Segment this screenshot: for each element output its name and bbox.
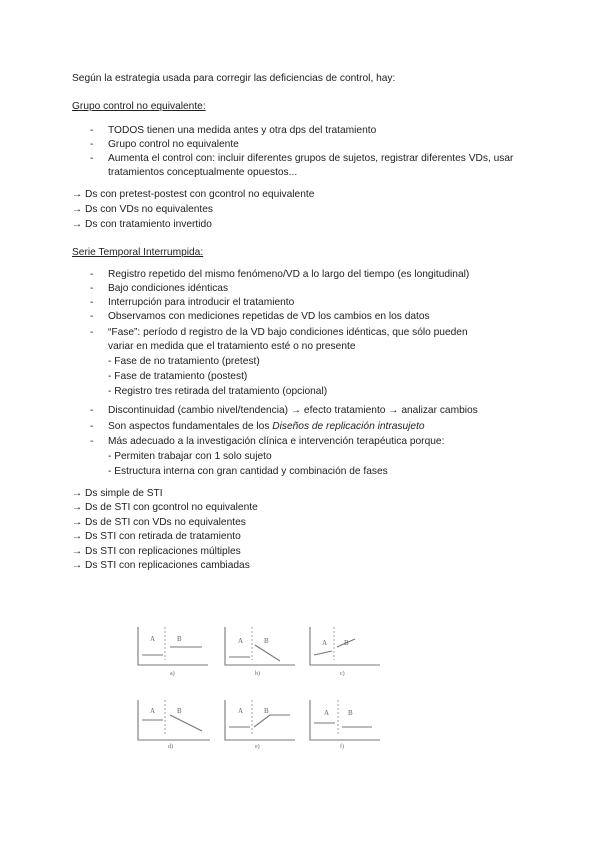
bullet-dash: - [90,283,94,294]
list-item: Observamos con mediciones repetidas de VD los cambios en los datos [108,311,430,322]
bullet-dash: - [90,153,94,164]
phase-b-label: B [177,635,182,643]
time-series-figure [130,615,400,755]
arrow-item: → Ds con VDs no equivalentes [72,204,213,215]
arrow-item: → Ds con tratamiento invertido [72,219,212,230]
list-item: Registro repetido del mismo fenómeno/VD a lo largo del tiempo (es longitudinal) [108,269,470,280]
list-item-continuation: variar en medida que el tratamiento esté o no presente [108,341,356,352]
intro-text: Según la estrategia usada para corregir las deficiencias de control, hay: [72,73,396,84]
arrow-item: → Ds STI con replicaciones múltiples [72,546,241,557]
graph-label: e) [255,744,260,750]
phase-a-label: A [324,709,330,717]
italic-term: Diseños de replicación intrasujeto [272,421,425,432]
graph-label: d) [168,744,173,750]
phase-b-label: B [264,637,269,645]
bullet-dash: - [90,297,94,308]
bullet-dash: - [90,311,94,322]
phase-b-label: B [264,707,269,715]
graph-label: c) [340,671,345,677]
list-item: Discontinuidad (cambio nivel/tendencia) → efecto tratamiento → analizar cambios [108,405,478,416]
list-item: “Fase”: período d registro de la VD bajo condiciones idénticas, que sólo pueden [108,327,468,338]
arrow-item: → Ds simple de STI [72,488,163,499]
arrow-item: → Ds STI con replicaciones cambiadas [72,560,250,571]
phase-b-label: B [177,707,182,715]
graph-a [138,627,208,665]
list-item: Aumenta el control con: incluir diferentes grupos de sujetos, registrar diferentes VDs, usar tratamientos conceptualmente opuestos... [108,153,514,178]
arrow-item: → Ds de STI con gcontrol no equivalente [72,502,258,513]
arrow-item: → Ds con pretest-postest con gcontrol no equivalente [72,189,315,200]
list-item: Grupo control no equivalente [108,139,239,150]
list-item: TODOS tienen una medida antes y otra dps del tratamiento [108,125,377,136]
graph-d [138,700,210,740]
phase-a-label: A [150,707,156,715]
graph-e [225,700,295,740]
list-item: Interrupción para introducir el tratamiento [108,297,295,308]
graph-label: f) [340,744,344,750]
phase-a-label: A [322,639,328,647]
graph-b [225,627,295,665]
bullet-dash: - [90,327,94,338]
bullet-dash: - [90,139,94,150]
bullet-dash: - [90,436,94,447]
phase-a-label: A [150,635,156,643]
phase-a-label: A [238,707,244,715]
graph-label: b) [255,671,260,677]
arrow-item: → Ds STI con retirada de tratamiento [72,531,241,542]
phase-b-label: B [348,709,353,717]
graph-label: a) [170,671,175,677]
bullet-dash: - [90,405,94,416]
arrow-item: → Ds de STI con VDs no equivalentes [72,517,246,528]
sub-item: - Registro tres retirada del tratamiento (opcional) [108,386,328,397]
sub-item: - Fase de no tratamiento (pretest) [108,356,260,367]
sub-item: - Permiten trabajar con 1 solo sujeto [108,451,272,462]
bullet-dash: - [90,269,94,280]
list-item-text: Son aspectos fundamentales de los [108,421,273,432]
bullet-dash: - [90,125,94,136]
list-item: Más adecuado a la investigación clínica e intervención terapéutica porque: [108,436,445,447]
graph-f [310,700,380,740]
bullet-dash: - [90,421,94,432]
sub-item: - Fase de tratamiento (postest) [108,371,248,382]
section1-heading: Grupo control no equivalente: [72,101,206,112]
list-item [108,420,425,434]
section2-heading: Serie Temporal Interrumpida: [72,247,204,258]
list-item: Bajo condiciones idénticas [108,283,229,294]
phase-a-label: A [238,637,244,645]
phase-b-label: B [344,639,349,647]
sub-item: - Estructura interna con gran cantidad y combinación de fases [108,466,388,477]
